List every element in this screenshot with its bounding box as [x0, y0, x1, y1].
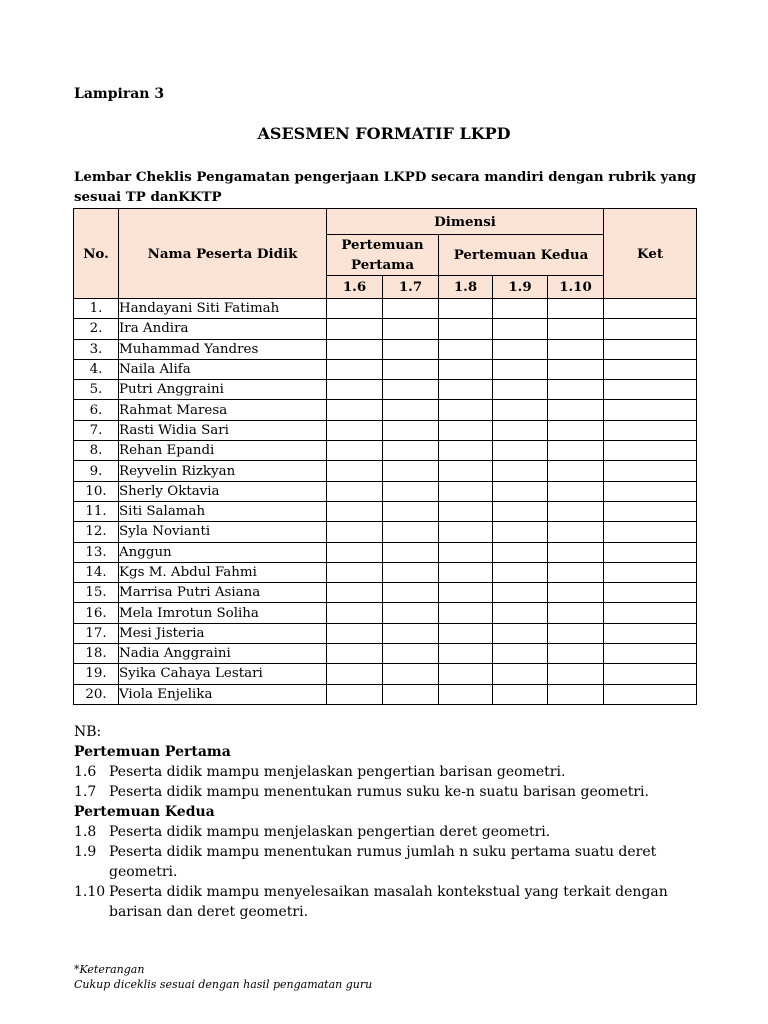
header-sub-1-9: 1.9 — [493, 276, 548, 299]
check-1-6[interactable] — [327, 542, 383, 562]
check-1-8[interactable] — [439, 583, 493, 603]
notes-list-pertemuan-pertama — [74, 762, 714, 802]
row-number: 11. — [74, 501, 119, 521]
ket-cell[interactable] — [604, 319, 697, 339]
ket-cell[interactable] — [604, 501, 697, 521]
document-title: ASESMEN FORMATIF LKPD — [257, 124, 511, 143]
student-name: Muhammad Yandres — [119, 339, 327, 359]
check-1-7[interactable] — [383, 684, 439, 704]
note-item — [74, 822, 714, 842]
row-number: 12. — [74, 522, 119, 542]
row-number: 10. — [74, 481, 119, 501]
check-1-10[interactable] — [548, 380, 604, 400]
check-1-10[interactable] — [548, 441, 604, 461]
row-number: 14. — [74, 562, 119, 582]
check-1-8[interactable] — [439, 380, 493, 400]
check-1-7[interactable] — [383, 501, 439, 521]
check-1-9[interactable] — [493, 562, 548, 582]
note-text: Peserta didik mampu menentukan rumus suku ke-n suatu barisan geometri. — [109, 784, 649, 800]
table-row — [74, 664, 697, 684]
check-1-10[interactable] — [548, 319, 604, 339]
check-1-9[interactable] — [493, 420, 548, 440]
notes-heading-pertemuan-kedua: Pertemuan Kedua — [74, 804, 215, 820]
check-1-7[interactable] — [383, 603, 439, 623]
check-1-6[interactable] — [327, 684, 383, 704]
check-1-10[interactable] — [548, 420, 604, 440]
check-1-7[interactable] — [383, 400, 439, 420]
ket-cell[interactable] — [604, 522, 697, 542]
check-1-10[interactable] — [548, 461, 604, 481]
row-number: 17. — [74, 623, 119, 643]
row-number: 9. — [74, 461, 119, 481]
check-1-9[interactable] — [493, 359, 548, 379]
ket-cell[interactable] — [604, 420, 697, 440]
ket-cell[interactable] — [604, 623, 697, 643]
table-row — [74, 319, 697, 339]
check-1-8[interactable] — [439, 481, 493, 501]
check-1-6[interactable] — [327, 664, 383, 684]
check-1-9[interactable] — [493, 603, 548, 623]
ket-cell[interactable] — [604, 644, 697, 664]
table-row — [74, 461, 697, 481]
note-code: 1.8 — [74, 824, 97, 840]
student-name: Viola Enjelika — [119, 684, 327, 704]
check-1-9[interactable] — [493, 481, 548, 501]
check-1-9[interactable] — [493, 664, 548, 684]
check-1-7[interactable] — [383, 664, 439, 684]
check-1-10[interactable] — [548, 562, 604, 582]
check-1-10[interactable] — [548, 603, 604, 623]
header-dimensi: Dimensi — [327, 209, 604, 235]
table-row — [74, 420, 697, 440]
check-1-8[interactable] — [439, 319, 493, 339]
note-code: 1.10 — [74, 884, 106, 900]
row-number: 7. — [74, 420, 119, 440]
check-1-6[interactable] — [327, 603, 383, 623]
check-1-10[interactable] — [548, 664, 604, 684]
header-pertemuan-kedua: Pertemuan Kedua — [439, 235, 604, 276]
check-1-9[interactable] — [493, 583, 548, 603]
ket-cell[interactable] — [604, 441, 697, 461]
document-subtitle: Lembar Cheklis Pengamatan pengerjaan LKPD secara mandiri dengan rubrik yang sesuai TP danKKTP — [74, 169, 697, 205]
header-ket: Ket — [604, 209, 697, 299]
check-1-10[interactable] — [548, 359, 604, 379]
row-number: 19. — [74, 664, 119, 684]
header-sub-1-6: 1.6 — [327, 276, 383, 299]
note-item — [74, 842, 714, 882]
table-row — [74, 501, 697, 521]
row-number: 5. — [74, 380, 119, 400]
header-pertemuan-pertama: Pertemuan Pertama — [327, 235, 439, 276]
check-1-6[interactable] — [327, 623, 383, 643]
check-1-7[interactable] — [383, 461, 439, 481]
check-1-8[interactable] — [439, 299, 493, 319]
row-number: 16. — [74, 603, 119, 623]
check-1-8[interactable] — [439, 542, 493, 562]
ket-cell[interactable] — [604, 400, 697, 420]
check-1-7[interactable] — [383, 359, 439, 379]
row-number: 20. — [74, 684, 119, 704]
student-name: Syla Novianti — [119, 522, 327, 542]
note-item — [74, 882, 714, 922]
check-1-10[interactable] — [548, 400, 604, 420]
check-1-9[interactable] — [493, 319, 548, 339]
check-1-9[interactable] — [493, 299, 548, 319]
check-1-8[interactable] — [439, 664, 493, 684]
check-1-6[interactable] — [327, 339, 383, 359]
check-1-9[interactable] — [493, 380, 548, 400]
ket-cell[interactable] — [604, 583, 697, 603]
student-name: Ira Andira — [119, 319, 327, 339]
check-1-9[interactable] — [493, 522, 548, 542]
check-1-8[interactable] — [439, 562, 493, 582]
notes-section — [74, 722, 714, 922]
table-row — [74, 623, 697, 643]
check-1-8[interactable] — [439, 684, 493, 704]
row-number: 6. — [74, 400, 119, 420]
row-number: 2. — [74, 319, 119, 339]
header-sub-1-10: 1.10 — [548, 276, 604, 299]
note-code: 1.7 — [74, 784, 97, 800]
check-1-9[interactable] — [493, 400, 548, 420]
check-1-9[interactable] — [493, 501, 548, 521]
check-1-9[interactable] — [493, 542, 548, 562]
check-1-8[interactable] — [439, 359, 493, 379]
check-1-7[interactable] — [383, 644, 439, 664]
table-row — [74, 339, 697, 359]
check-1-9[interactable] — [493, 644, 548, 664]
row-number: 4. — [74, 359, 119, 379]
student-name: Kgs M. Abdul Fahmi — [119, 562, 327, 582]
note-text: Peserta didik mampu menjelaskan pengertian deret geometri. — [109, 824, 551, 840]
note-item — [74, 782, 714, 802]
student-name: Rahmat Maresa — [119, 400, 327, 420]
table-row — [74, 441, 697, 461]
student-name: Sherly Oktavia — [119, 481, 327, 501]
check-1-8[interactable] — [439, 400, 493, 420]
table-row — [74, 481, 697, 501]
check-1-6[interactable] — [327, 441, 383, 461]
check-1-10[interactable] — [548, 542, 604, 562]
table-row — [74, 522, 697, 542]
table-row — [74, 299, 697, 319]
table-row — [74, 562, 697, 582]
ket-cell[interactable] — [604, 664, 697, 684]
check-1-8[interactable] — [439, 339, 493, 359]
check-1-8[interactable] — [439, 522, 493, 542]
row-number: 8. — [74, 441, 119, 461]
check-1-6[interactable] — [327, 562, 383, 582]
student-name: Syika Cahaya Lestari — [119, 664, 327, 684]
notes-list-pertemuan-kedua — [74, 822, 714, 922]
checklist-table — [73, 208, 697, 705]
check-1-7[interactable] — [383, 542, 439, 562]
check-1-7[interactable] — [383, 522, 439, 542]
ket-cell[interactable] — [604, 359, 697, 379]
student-name: Mela Imrotun Soliha — [119, 603, 327, 623]
check-1-6[interactable] — [327, 380, 383, 400]
note-code: 1.9 — [74, 844, 97, 860]
ket-cell[interactable] — [604, 380, 697, 400]
check-1-8[interactable] — [439, 501, 493, 521]
check-1-7[interactable] — [383, 562, 439, 582]
ket-cell[interactable] — [604, 684, 697, 704]
check-1-6[interactable] — [327, 481, 383, 501]
check-1-7[interactable] — [383, 441, 439, 461]
check-1-8[interactable] — [439, 420, 493, 440]
check-1-9[interactable] — [493, 441, 548, 461]
row-number: 1. — [74, 299, 119, 319]
check-1-6[interactable] — [327, 420, 383, 440]
note-text: Peserta didik mampu menjelaskan pengertian barisan geometri. — [109, 764, 566, 780]
table-row — [74, 359, 697, 379]
check-1-8[interactable] — [439, 644, 493, 664]
check-1-7[interactable] — [383, 319, 439, 339]
check-1-7[interactable] — [383, 583, 439, 603]
student-name: Rehan Epandi — [119, 441, 327, 461]
student-name: Nadia Anggraini — [119, 644, 327, 664]
check-1-6[interactable] — [327, 501, 383, 521]
footer-instruction: Cukup diceklis sesuai dengan hasil pengamatan guru — [74, 978, 373, 991]
check-1-9[interactable] — [493, 623, 548, 643]
header-sub-1-7: 1.7 — [383, 276, 439, 299]
note-item — [74, 762, 714, 782]
footer-note — [74, 962, 372, 992]
check-1-8[interactable] — [439, 461, 493, 481]
check-1-10[interactable] — [548, 522, 604, 542]
note-text: Peserta didik mampu menentukan rumus jumlah n suku pertama suatu deret geometri. — [109, 844, 657, 880]
check-1-6[interactable] — [327, 583, 383, 603]
student-name: Putri Anggraini — [119, 380, 327, 400]
ket-cell[interactable] — [604, 481, 697, 501]
student-name: Handayani Siti Fatimah — [119, 299, 327, 319]
header-sub-1-8: 1.8 — [439, 276, 493, 299]
ket-cell[interactable] — [604, 339, 697, 359]
student-name: Anggun — [119, 542, 327, 562]
row-number: 13. — [74, 542, 119, 562]
check-1-7[interactable] — [383, 339, 439, 359]
check-1-10[interactable] — [548, 644, 604, 664]
check-1-7[interactable] — [383, 481, 439, 501]
table-row — [74, 684, 697, 704]
header-no: No. — [74, 209, 119, 299]
check-1-6[interactable] — [327, 522, 383, 542]
check-1-7[interactable] — [383, 299, 439, 319]
check-1-6[interactable] — [327, 461, 383, 481]
table-body — [74, 299, 697, 705]
student-name: Reyvelin Rizkyan — [119, 461, 327, 481]
note-text: Peserta didik mampu menyelesaikan masalah kontekstual yang terkait dengan barisan dan deret geometri. — [109, 884, 668, 920]
row-number: 15. — [74, 583, 119, 603]
check-1-10[interactable] — [548, 501, 604, 521]
table-row — [74, 583, 697, 603]
student-name: Mesi Jisteria — [119, 623, 327, 643]
check-1-10[interactable] — [548, 299, 604, 319]
student-name: Naila Alifa — [119, 359, 327, 379]
table-row — [74, 644, 697, 664]
check-1-10[interactable] — [548, 623, 604, 643]
check-1-10[interactable] — [548, 339, 604, 359]
ket-cell[interactable] — [604, 542, 697, 562]
check-1-9[interactable] — [493, 461, 548, 481]
check-1-8[interactable] — [439, 441, 493, 461]
check-1-10[interactable] — [548, 684, 604, 704]
check-1-10[interactable] — [548, 481, 604, 501]
table-row — [74, 603, 697, 623]
check-1-7[interactable] — [383, 623, 439, 643]
table-row — [74, 400, 697, 420]
student-name: Rasti Widia Sari — [119, 420, 327, 440]
notes-nb: NB: — [74, 724, 102, 740]
header-name: Nama Peserta Didik — [119, 209, 327, 299]
check-1-10[interactable] — [548, 583, 604, 603]
check-1-7[interactable] — [383, 420, 439, 440]
check-1-6[interactable] — [327, 644, 383, 664]
check-1-9[interactable] — [493, 339, 548, 359]
table-row — [74, 542, 697, 562]
check-1-8[interactable] — [439, 603, 493, 623]
check-1-6[interactable] — [327, 299, 383, 319]
check-1-7[interactable] — [383, 380, 439, 400]
table-row — [74, 380, 697, 400]
attachment-label: Lampiran 3 — [74, 86, 165, 102]
check-1-9[interactable] — [493, 684, 548, 704]
student-name: Siti Salamah — [119, 501, 327, 521]
check-1-8[interactable] — [439, 623, 493, 643]
ket-cell[interactable] — [604, 562, 697, 582]
check-1-6[interactable] — [327, 400, 383, 420]
ket-cell[interactable] — [604, 603, 697, 623]
footer-keterangan: *Keterangan — [74, 963, 145, 976]
student-name: Marrisa Putri Asiana — [119, 583, 327, 603]
check-1-6[interactable] — [327, 319, 383, 339]
row-number: 18. — [74, 644, 119, 664]
notes-heading-pertemuan-pertama: Pertemuan Pertama — [74, 744, 231, 760]
row-number: 3. — [74, 339, 119, 359]
check-1-6[interactable] — [327, 359, 383, 379]
note-code: 1.6 — [74, 764, 97, 780]
ket-cell[interactable] — [604, 299, 697, 319]
ket-cell[interactable] — [604, 461, 697, 481]
